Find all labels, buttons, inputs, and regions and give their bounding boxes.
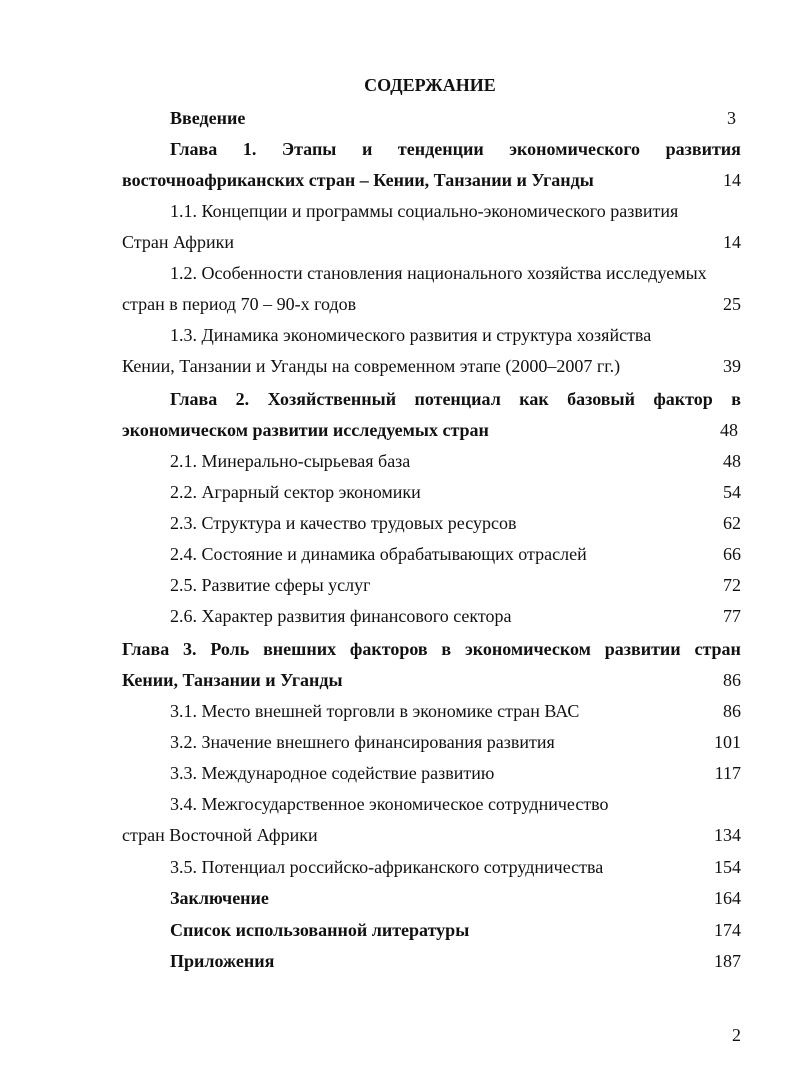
toc-references-page: 174	[714, 920, 741, 940]
toc-conclusion-label: Заключение	[170, 888, 269, 908]
toc-conclusion-page: 164	[714, 888, 741, 908]
toc-s11-page: 14	[723, 232, 741, 252]
toc-ch1-word: развития	[665, 139, 741, 159]
toc-ch3-word: факторов	[349, 639, 428, 659]
toc-s22-page: 54	[723, 482, 741, 502]
toc-s11-line2: Стран Африки	[122, 232, 234, 252]
toc-s31-page: 86	[723, 701, 741, 721]
toc-s35-page: 154	[714, 857, 741, 877]
toc-ch3-word: стран	[694, 639, 741, 659]
toc-s13-page: 39	[723, 356, 741, 376]
toc-ch3-line2: Кении, Танзании и Уганды	[122, 670, 343, 690]
toc-s31-label: 3.1. Место внешней торговли в экономике стран ВАС	[170, 701, 580, 721]
page-title: СОДЕРЖАНИЕ	[364, 75, 496, 95]
toc-s23-page: 62	[723, 513, 741, 533]
toc-s23-label: 2.3. Структура и качество трудовых ресурсов	[170, 513, 517, 533]
toc-ch1-line2: восточноафриканских стран – Кении, Танзании и Уганды	[122, 170, 594, 190]
toc-references-label: Список использованной литературы	[170, 920, 470, 940]
toc-ch2-word: в	[731, 389, 741, 409]
toc-s32-label: 3.2. Значение внешнего финансирования развития	[170, 732, 555, 752]
toc-ch3-word: экономическом	[464, 639, 591, 659]
toc-ch3-line1	[122, 638, 741, 660]
toc-s34-line1: 3.4. Межгосударственное экономическое сотрудничество	[170, 794, 609, 814]
toc-s21-label: 2.1. Минерально-сырьевая база	[170, 451, 411, 471]
toc-ch1-line1	[170, 138, 741, 160]
toc-ch1-word: Этапы	[281, 139, 337, 159]
toc-s34-line2: стран Восточной Африки	[122, 825, 318, 845]
toc-ch2-word: фактор	[653, 389, 713, 409]
toc-s25-page: 72	[723, 575, 741, 595]
toc-ch3-word: в	[441, 639, 452, 659]
toc-ch3-word: 3.	[183, 639, 197, 659]
toc-ch2-line1	[170, 388, 741, 410]
toc-s34-page: 134	[714, 825, 741, 845]
toc-ch2-page: 48	[720, 420, 738, 440]
toc-ch1-word: 1.	[242, 139, 257, 159]
toc-ch2-word: Хозяйственный	[267, 389, 397, 409]
toc-intro-page: 3	[727, 108, 736, 128]
toc-intro-label: Введение	[170, 108, 246, 128]
toc-s24-label: 2.4. Состояние и динамика обрабатывающих отраслей	[170, 544, 587, 564]
toc-ch3-word: внешних	[263, 639, 337, 659]
toc-appendices-page: 187	[714, 951, 741, 971]
toc-s32-page: 101	[714, 732, 741, 752]
toc-ch1-page: 14	[723, 170, 741, 190]
toc-ch3-word: развитии	[604, 639, 681, 659]
toc-s33-page: 117	[714, 763, 741, 783]
toc-s22-label: 2.2. Аграрный сектор экономики	[170, 482, 421, 502]
toc-ch2-line2: экономическом развитии исследуемых стран	[122, 420, 489, 440]
toc-s26-label: 2.6. Характер развития финансового сектора	[170, 606, 512, 626]
toc-s12-page: 25	[723, 294, 741, 314]
toc-ch2-word: как	[519, 389, 549, 409]
toc-ch1-word: экономического	[509, 139, 641, 159]
page-number: 2	[732, 1025, 741, 1045]
toc-s26-page: 77	[723, 606, 741, 626]
toc-ch2-word: Глава	[170, 389, 218, 409]
toc-ch1-word: Глава	[170, 139, 218, 159]
toc-ch2-word: 2.	[235, 389, 250, 409]
toc-s13-line1: 1.3. Динамика экономического развития и структура хозяйства	[170, 325, 652, 345]
toc-s25-label: 2.5. Развитие сферы услуг	[170, 575, 371, 595]
toc-s24-page: 66	[723, 544, 741, 564]
toc-ch3-page: 86	[723, 670, 741, 690]
toc-ch3-word: Глава	[122, 639, 170, 659]
toc-ch2-word: базовый	[567, 389, 635, 409]
toc-s12-line1: 1.2. Особенности становления национального хозяйства исследуемых	[170, 263, 707, 283]
toc-s33-label: 3.3. Международное содействие развитию	[170, 763, 495, 783]
toc-s12-line2: стран в период 70 – 90-х годов	[122, 294, 357, 314]
toc-s11-line1: 1.1. Концепции и программы социально-экономического развития	[170, 201, 679, 221]
toc-ch1-word: тенденции	[397, 139, 484, 159]
toc-s21-page: 48	[723, 451, 741, 471]
toc-appendices-label: Приложения	[170, 951, 275, 971]
toc-ch3-word: Роль	[210, 639, 250, 659]
toc-s13-line2: Кении, Танзании и Уганды на современном этапе (2000–2007 гг.)	[122, 356, 621, 376]
toc-ch2-word: потенциал	[414, 389, 501, 409]
toc-ch1-word: и	[361, 139, 373, 159]
toc-s35-label: 3.5. Потенциал российско-африканского сотрудничества	[170, 857, 604, 877]
